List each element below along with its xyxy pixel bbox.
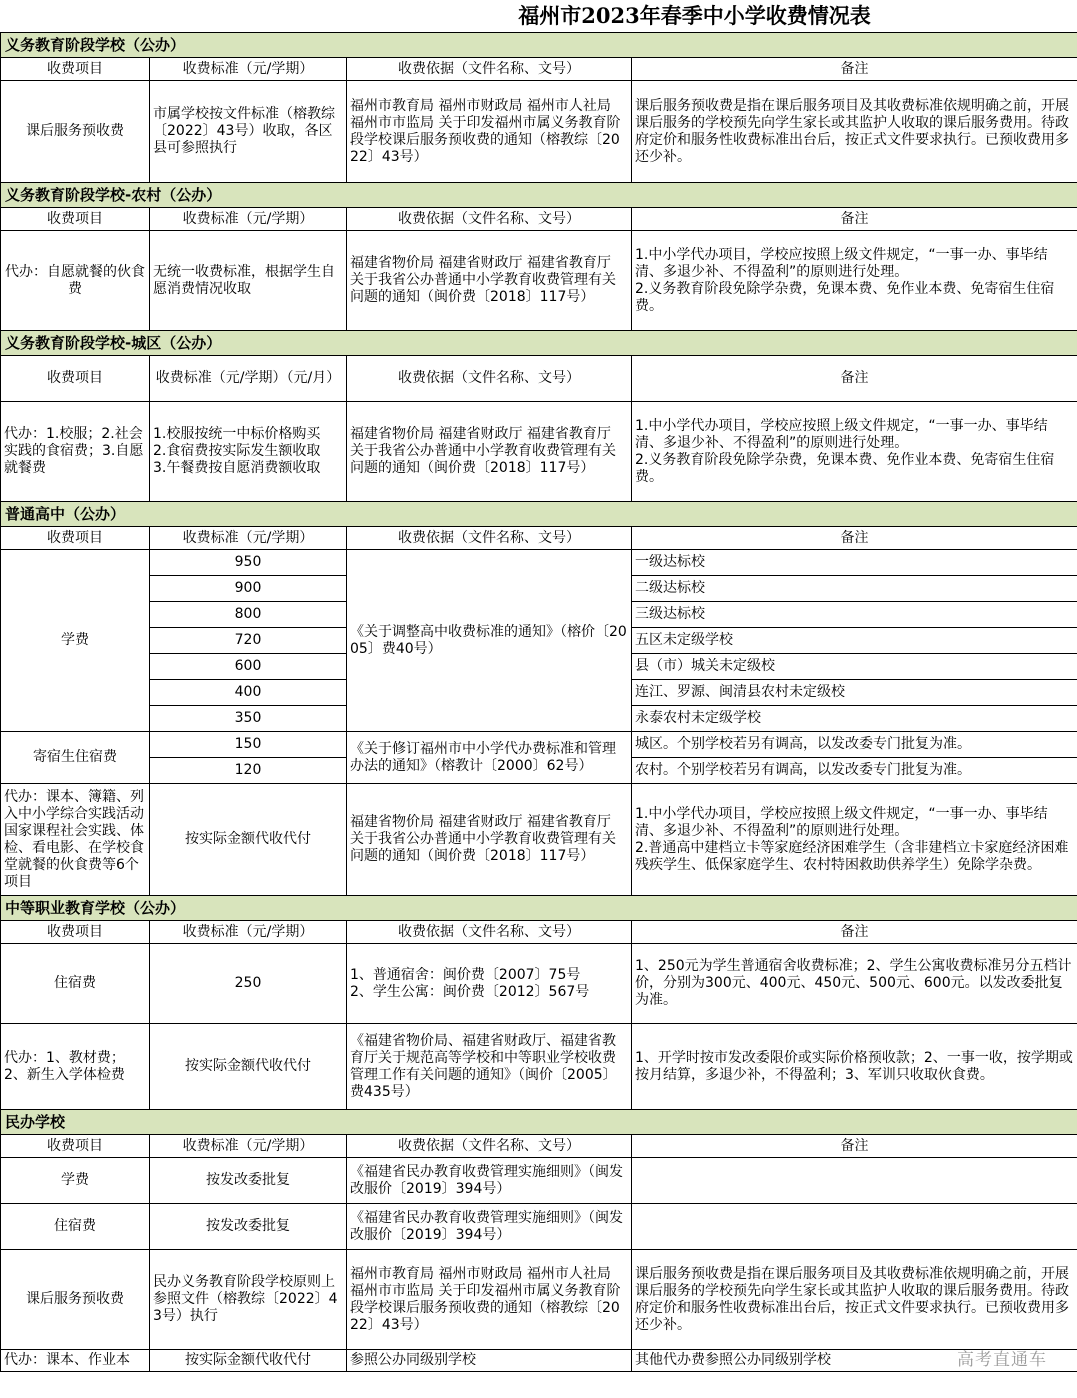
table-row xyxy=(1,402,1077,502)
fee-item: 代办：课本、作业本 xyxy=(1,1350,150,1372)
fee-note: 二级达标校 xyxy=(632,576,1077,602)
fee-amount: 900 xyxy=(150,576,347,602)
column-header-row xyxy=(1,527,1077,550)
fee-item: 代办：1.校服；2.社会实践的食宿费；3.自愿就餐费 xyxy=(1,402,150,502)
fee-amount: 600 xyxy=(150,654,347,680)
watermark: 高考直通车 xyxy=(957,1350,1047,1370)
fee-basis: 福建省物价局 福建省财政厅 福建省教育厅 关于我省公办普通中小学教育收费管理有关问题的通知（闽价费〔2018〕117号） xyxy=(347,402,632,502)
fee-item: 学费 xyxy=(1,1158,150,1204)
table-row xyxy=(1,231,1077,331)
fee-note: 城区。个别学校若另有调高，以发改委专门批复为准。 xyxy=(632,732,1077,758)
col-note: 备注 xyxy=(632,58,1077,81)
section-title: 中等职业教育学校（公办） xyxy=(1,896,1077,921)
col-item: 收费项目 xyxy=(1,921,150,944)
col-standard: 收费标准（元/学期）（元/月） xyxy=(150,356,347,402)
basis-line: 2、学生公寓：闽价费〔2012〕567号 xyxy=(350,983,590,1000)
fee-table xyxy=(0,32,1077,1372)
fee-item: 寄宿生住宿费 xyxy=(1,732,150,784)
column-header-row xyxy=(1,1135,1077,1158)
table-row xyxy=(1,1350,1077,1372)
standard-line: 3.午餐费按自愿消费额收取 xyxy=(153,460,321,476)
section-title: 普通高中（公办） xyxy=(1,502,1077,527)
fee-note: 一级达标校 xyxy=(632,550,1077,576)
col-standard: 收费标准（元/学期） xyxy=(150,208,347,231)
fee-item: 学费 xyxy=(1,550,150,732)
fee-note xyxy=(632,1204,1077,1250)
section-header xyxy=(1,896,1077,921)
fee-standard: 市属学校按文件标准（榕教综〔2022〕43号）收取，各区县可参照执行 xyxy=(150,81,347,183)
fee-item: 住宿费 xyxy=(1,1204,150,1250)
fee-standard: 无统一收费标准，根据学生自愿消费情况收取 xyxy=(150,231,347,331)
col-item: 收费项目 xyxy=(1,58,150,81)
fee-note: 课后服务预收费是指在课后服务项目及其收费标准依规明确之前，开展课后服务的学校预先向学生家长或其监护人收取的课后服务费用。待政府定价和服务性收费标准出台后，按正式文件要求执行。已预收费用多还少补。 xyxy=(632,81,1077,183)
fee-standard: 按实际金额代收代付 xyxy=(150,1350,347,1372)
table-row xyxy=(1,1024,1077,1110)
col-basis: 收费依据（文件名称、文号） xyxy=(347,921,632,944)
col-basis: 收费依据（文件名称、文号） xyxy=(347,1135,632,1158)
section-title: 义务教育阶段学校-城区（公办） xyxy=(1,331,1077,356)
fee-basis: 福州市教育局 福州市财政局 福州市人社局 福州市市监局 关于印发福州市属义务教育阶段学校课后服务预收费的通知（榕教综〔2022〕43号） xyxy=(347,81,632,183)
fee-amount: 120 xyxy=(150,758,347,784)
section-title: 义务教育阶段学校（公办） xyxy=(1,33,1077,58)
note-line: 1.中小学代办项目，学校应按照上级文件规定，“一事一办、事毕结清、多退少补、不得盈利”的原则进行处理。 xyxy=(635,417,1048,451)
fee-basis: 福州市教育局 福州市财政局 福州市人社局 福州市市监局 关于印发福州市属义务教育阶段学校课后服务预收费的通知（榕教综〔2022〕43号） xyxy=(347,1250,632,1350)
table-row xyxy=(1,784,1077,896)
fee-amount: 150 xyxy=(150,732,347,758)
col-note: 备注 xyxy=(632,527,1077,550)
fee-standard: 按发改委批复 xyxy=(150,1158,347,1204)
col-note: 备注 xyxy=(632,921,1077,944)
fee-basis: 《关于修订福州市中小学代办费标准和管理办法的通知》（榕教计〔2000〕62号） xyxy=(347,732,632,784)
table-row xyxy=(1,944,1077,1024)
col-standard: 收费标准（元/学期） xyxy=(150,1135,347,1158)
col-standard: 收费标准（元/学期） xyxy=(150,921,347,944)
basis-line: 1、普通宿舍：闽价费〔2007〕75号 xyxy=(350,966,581,983)
section-title: 义务教育阶段学校-农村（公办） xyxy=(1,183,1077,208)
fee-basis: 福建省物价局 福建省财政厅 福建省教育厅 关于我省公办普通中小学教育收费管理有关问题的通知（闽价费〔2018〕117号） xyxy=(347,231,632,331)
col-standard: 收费标准（元/学期） xyxy=(150,58,347,81)
note-line: 1.中小学代办项目，学校应按照上级文件规定，“一事一办、事毕结清、多退少补、不得盈利”的原则进行处理。 xyxy=(635,246,1048,280)
fee-basis: 参照公办同级别学校 xyxy=(347,1350,632,1372)
section-header xyxy=(1,502,1077,527)
fee-note xyxy=(632,1158,1077,1204)
fee-standard: 按实际金额代收代付 xyxy=(150,1024,347,1110)
fee-item: 课后服务预收费 xyxy=(1,1250,150,1350)
note-line: 2.义务教育阶段免除学杂费，免课本费、免作业本费、免寄宿生住宿费。 xyxy=(635,451,1055,485)
col-note: 备注 xyxy=(632,356,1077,402)
column-header-row xyxy=(1,921,1077,944)
table-row xyxy=(1,1158,1077,1204)
fee-basis: 福建省物价局 福建省财政厅 福建省教育厅 关于我省公办普通中小学教育收费管理有关问题的通知（闽价费〔2018〕117号） xyxy=(347,784,632,896)
fee-basis: 《福建省民办教育收费管理实施细则》（闽发改服价〔2019〕394号） xyxy=(347,1158,632,1204)
table-row xyxy=(1,1250,1077,1350)
fee-standard: 按发改委批复 xyxy=(150,1204,347,1250)
fee-standard xyxy=(150,402,347,502)
fee-note: 课后服务预收费是指在课后服务项目及其收费标准依规明确之前，开展课后服务的学校预先向学生家长或其监护人收取的课后服务费用。待政府定价和服务性收费标准出台后，按正式文件要求执行。已预收费用多还少补。 xyxy=(632,1250,1077,1350)
col-item: 收费项目 xyxy=(1,1135,150,1158)
fee-item: 代办：自愿就餐的伙食费 xyxy=(1,231,150,331)
fee-item: 住宿费 xyxy=(1,944,150,1024)
fee-note: 连江、罗源、闽清县农村未定级校 xyxy=(632,680,1077,706)
fee-note: 1、250元为学生普通宿舍收费标准；2、学生公寓收费标准另分五档计价，分别为300元、400元、450元、500元、600元。以发改委批复为准。 xyxy=(632,944,1077,1024)
fee-note: 1、开学时按市发改委限价或实际价格预收款；2、一事一收，按学期或按月结算，多退少补，不得盈利；3、军训只收取伙食费。 xyxy=(632,1024,1077,1110)
note-line: 2.普通高中建档立卡等家庭经济困难学生（含非建档立卡家庭经济困难残疾学生、低保家庭学生、农村特困救助供养学生）免除学杂费。 xyxy=(635,839,1069,873)
fee-standard: 按实际金额代收代付 xyxy=(150,784,347,896)
fee-standard: 民办义务教育阶段学校原则上参照文件（榕教综〔2022〕43号）执行 xyxy=(150,1250,347,1350)
fee-note xyxy=(632,231,1077,331)
col-item: 收费项目 xyxy=(1,356,150,402)
col-basis: 收费依据（文件名称、文号） xyxy=(347,527,632,550)
column-header-row xyxy=(1,356,1077,402)
col-basis: 收费依据（文件名称、文号） xyxy=(347,208,632,231)
fee-basis: 《福建省物价局、福建省财政厅、福建省教育厅关于规范高等学校和中等职业学校收费管理工作有关问题的通知》（闽价〔2005〕费435号） xyxy=(347,1024,632,1110)
column-header-row xyxy=(1,58,1077,81)
fee-basis: 《关于调整高中收费标准的通知》（榕价〔2005〕费40号） xyxy=(347,550,632,732)
fee-note: 永泰农村未定级学校 xyxy=(632,706,1077,732)
fee-amount: 250 xyxy=(150,944,347,1024)
col-note: 备注 xyxy=(632,1135,1077,1158)
table-row xyxy=(1,732,1077,758)
fee-note: 农村。个别学校若另有调高，以发改委专门批复为准。 xyxy=(632,758,1077,784)
fee-note: 其他代办费参照公办同级别学校 xyxy=(632,1350,1077,1372)
col-basis: 收费依据（文件名称、文号） xyxy=(347,356,632,402)
fee-amount: 800 xyxy=(150,602,347,628)
fee-amount: 950 xyxy=(150,550,347,576)
fee-note: 三级达标校 xyxy=(632,602,1077,628)
fee-note xyxy=(632,402,1077,502)
note-line: 2.义务教育阶段免除学杂费，免课本费、免作业本费、免寄宿生住宿费。 xyxy=(635,280,1055,314)
col-item: 收费项目 xyxy=(1,208,150,231)
fee-amount: 400 xyxy=(150,680,347,706)
col-note: 备注 xyxy=(632,208,1077,231)
fee-note: 县（市）城关未定级校 xyxy=(632,654,1077,680)
column-header-row xyxy=(1,208,1077,231)
fee-item: 代办：1、教材费；2、新生入学体检费 xyxy=(1,1024,150,1110)
col-item: 收费项目 xyxy=(1,527,150,550)
col-standard: 收费标准（元/学期） xyxy=(150,527,347,550)
fee-amount: 350 xyxy=(150,706,347,732)
fee-amount: 720 xyxy=(150,628,347,654)
section-title: 民办学校 xyxy=(1,1110,1077,1135)
table-row xyxy=(1,81,1077,183)
section-header xyxy=(1,33,1077,58)
table-row xyxy=(1,1204,1077,1250)
section-header xyxy=(1,1110,1077,1135)
page-title: 福州市2023年春季中小学收费情况表 xyxy=(518,3,871,28)
note-line: 1.中小学代办项目，学校应按照上级文件规定，“一事一办、事毕结清、多退少补、不得盈利”的原则进行处理。 xyxy=(635,805,1048,839)
fee-item: 课后服务预收费 xyxy=(1,81,150,183)
fee-basis: 《福建省民办教育收费管理实施细则》（闽发改服价〔2019〕394号） xyxy=(347,1204,632,1250)
section-header xyxy=(1,331,1077,356)
fee-basis xyxy=(347,944,632,1024)
section-header xyxy=(1,183,1077,208)
fee-note: 五区未定级学校 xyxy=(632,628,1077,654)
standard-line: 1.校服按统一中标价格购买 xyxy=(153,426,321,442)
fee-item: 代办：课本、簿籍、列入中小学综合实践活动国家课程社会实践、体检、看电影、在学校食堂就餐的伙食费等6个项目 xyxy=(1,784,150,896)
standard-line: 2.食宿费按实际发生额收取 xyxy=(153,443,321,459)
table-row xyxy=(1,550,1077,576)
fee-note xyxy=(632,784,1077,896)
col-basis: 收费依据（文件名称、文号） xyxy=(347,58,632,81)
